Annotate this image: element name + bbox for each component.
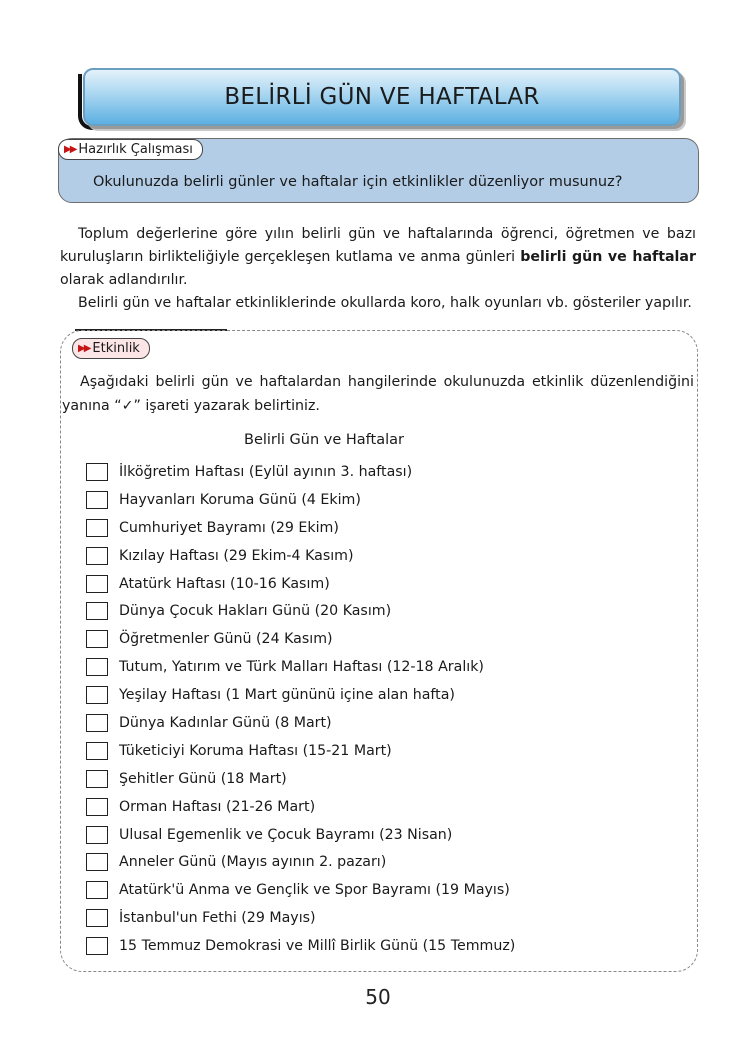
checkbox[interactable] <box>86 519 108 537</box>
activity-tag <box>72 338 150 359</box>
list-item <box>86 793 515 821</box>
checkbox[interactable] <box>86 909 108 927</box>
checkbox[interactable] <box>86 714 108 732</box>
activities-text: Belirli gün ve haftalar etkinliklerinde okullarda koro, halk oyunları vb. gösteriler yapılır. <box>78 295 692 311</box>
list-item <box>86 821 515 849</box>
activity-instruction-text: Aşağıdaki belirli gün ve haftalardan hangilerinde okulunuzda etkinlik düzenlendiğini yanına “✓” işareti yazarak belirtiniz. <box>62 374 694 414</box>
checkbox-list <box>86 458 515 960</box>
checkbox[interactable] <box>86 826 108 844</box>
checkbox[interactable] <box>86 798 108 816</box>
list-item-label: Yeşilay Haftası (1 Mart gününü içine alan hafta) <box>119 687 455 704</box>
list-item-label: 15 Temmuz Demokrasi ve Millî Birlik Günü (15 Temmuz) <box>119 938 516 955</box>
list-item <box>86 597 515 625</box>
list-item <box>86 709 515 737</box>
list-item <box>86 458 515 486</box>
checkbox[interactable] <box>86 770 108 788</box>
definition-end: olarak adlandırılır. <box>60 272 188 288</box>
list-item-label: Atatürk'ü Anma ve Gençlik ve Spor Bayramı (19 Mayıs) <box>119 882 510 899</box>
checkbox[interactable] <box>86 658 108 676</box>
preparation-tag-label: Hazırlık Çalışması <box>78 142 193 157</box>
list-item-label: İlköğretim Haftası (Eylül ayının 3. haftası) <box>119 463 413 480</box>
checkbox[interactable] <box>86 602 108 620</box>
preparation-tag <box>58 139 203 160</box>
list-item <box>86 514 515 542</box>
list-item <box>86 653 515 681</box>
double-right-arrow-icon: ▶▶ <box>78 343 90 354</box>
list-item-label: İstanbul'un Fethi (29 Mayıs) <box>119 910 316 927</box>
page-number: 50 <box>365 985 391 1009</box>
checkbox[interactable] <box>86 742 108 760</box>
double-right-arrow-icon: ▶▶ <box>64 144 76 155</box>
list-item-label: Cumhuriyet Bayramı (29 Ekim) <box>119 519 339 536</box>
preparation-question: Okulunuzda belirli günler ve haftalar için etkinlikler düzenliyor musunuz? <box>93 174 623 190</box>
checkbox[interactable] <box>86 686 108 704</box>
checkbox[interactable] <box>86 575 108 593</box>
list-item-label: Tutum, Yatırım ve Türk Malları Haftası (12-18 Aralık) <box>119 659 484 676</box>
list-item <box>86 765 515 793</box>
list-item <box>86 904 515 932</box>
checkbox[interactable] <box>86 853 108 871</box>
list-item-label: Orman Haftası (21-26 Mart) <box>119 798 316 815</box>
list-item <box>86 625 515 653</box>
definition-paragraph <box>60 223 696 292</box>
checkbox[interactable] <box>86 630 108 648</box>
list-item <box>86 848 515 876</box>
list-item-label: Atatürk Haftası (10-16 Kasım) <box>119 575 330 592</box>
list-title: Belirli Gün ve Haftalar <box>244 432 404 448</box>
list-item <box>86 737 515 765</box>
activity-tag-label: Etkinlik <box>92 341 140 356</box>
checkbox[interactable] <box>86 547 108 565</box>
activity-instruction <box>62 370 694 418</box>
title-banner <box>83 68 681 126</box>
list-item <box>86 570 515 598</box>
list-item <box>86 932 515 960</box>
list-item-label: Hayvanları Koruma Günü (4 Ekim) <box>119 491 361 508</box>
checkbox[interactable] <box>86 463 108 481</box>
list-item <box>86 486 515 514</box>
list-item-label: Anneler Günü (Mayıs ayının 2. pazarı) <box>119 854 387 871</box>
list-item-label: Tüketiciyi Koruma Haftası (15-21 Mart) <box>119 742 392 759</box>
list-item <box>86 681 515 709</box>
list-item <box>86 876 515 904</box>
activities-paragraph <box>60 292 696 315</box>
list-item-label: Öğretmenler Günü (24 Kasım) <box>119 631 333 648</box>
list-item <box>86 542 515 570</box>
page-title: BELİRLİ GÜN VE HAFTALAR <box>224 84 540 110</box>
list-item-label: Ulusal Egemenlik ve Çocuk Bayramı (23 Nisan) <box>119 826 453 843</box>
checkbox[interactable] <box>86 881 108 899</box>
checkbox[interactable] <box>86 491 108 509</box>
list-item-label: Kızılay Haftası (29 Ekim-4 Kasım) <box>119 547 354 564</box>
definition-bold-term: belirli gün ve haftalar <box>520 249 696 265</box>
list-item-label: Dünya Çocuk Hakları Günü (20 Kasım) <box>119 603 392 620</box>
checkbox[interactable] <box>86 937 108 955</box>
definition-text: Toplum değerlerine göre yılın belirli gün ve haftalarında öğrenci, öğretmen ve bazı kuruluşların birlikteliğiyle gerçekleşen kutlama ve anma günleri <box>60 226 696 265</box>
list-item-label: Dünya Kadınlar Günü (8 Mart) <box>119 714 332 731</box>
list-item-label: Şehitler Günü (18 Mart) <box>119 770 287 787</box>
